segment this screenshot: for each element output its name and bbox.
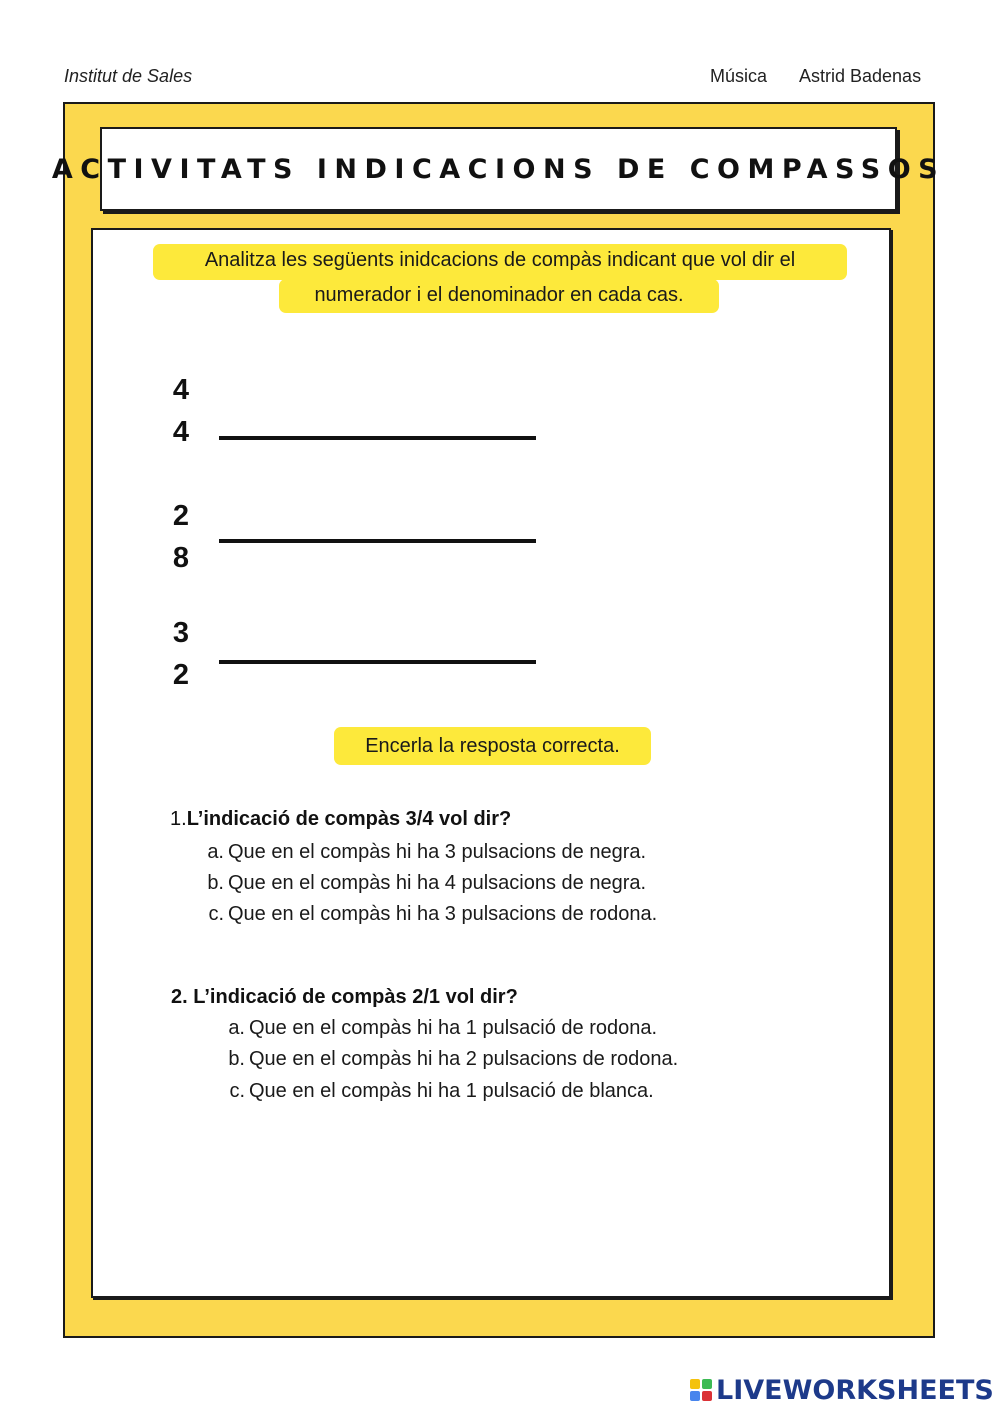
question-text: L’indicació de compàs 2/1 vol dir? — [193, 986, 518, 1008]
question-text: L’indicació de compàs 3/4 vol dir? — [186, 808, 512, 830]
time-signature-denominator: 2 — [172, 659, 190, 691]
question-number: 1. — [170, 808, 187, 830]
title-box — [51, 127, 946, 211]
option-letter: a. — [207, 841, 224, 863]
time-signature-numerator: 4 — [172, 374, 190, 406]
answer-line-1[interactable] — [219, 436, 536, 440]
time-signature-denominator: 8 — [172, 542, 190, 574]
instruction-highlight-line2: numerador i el denominador en cada cas. — [279, 279, 719, 313]
instruction-highlight-2: Encerla la resposta correcta. — [334, 727, 651, 765]
question-1-option-c[interactable] — [202, 903, 657, 926]
school-name: Institut de Sales — [64, 66, 193, 86]
question-2-title — [171, 986, 518, 1009]
author-name: Astrid Badenas — [799, 66, 922, 86]
question-2-option-a[interactable] — [223, 1017, 657, 1040]
question-1-option-b[interactable] — [202, 872, 646, 895]
answer-line-3[interactable] — [219, 660, 536, 664]
option-text: Que en el compàs hi ha 4 pulsacions de negra. — [228, 872, 647, 894]
instruction-highlight-line1: Analitza les següents inidcacions de compàs indicant que vol dir el — [153, 244, 847, 280]
question-1-option-a[interactable] — [202, 841, 646, 864]
option-letter: c. — [229, 1080, 245, 1102]
option-text: Que en el compàs hi ha 3 pulsacions de negra. — [228, 841, 647, 863]
time-signature-numerator: 2 — [172, 500, 190, 532]
question-2-option-c[interactable] — [223, 1080, 654, 1103]
time-signature-numerator: 3 — [172, 617, 190, 649]
time-signature-denominator: 4 — [172, 416, 190, 448]
liveworksheets-logo-icon — [690, 1379, 712, 1401]
option-text: Que en el compàs hi ha 1 pulsació de rodona. — [249, 1017, 658, 1039]
option-letter: b. — [207, 872, 224, 894]
option-text: Que en el compàs hi ha 2 pulsacions de rodona. — [249, 1048, 679, 1070]
option-letter: a. — [228, 1017, 245, 1039]
liveworksheets-brand: LIVEWORKSHEETS — [716, 1374, 994, 1406]
question-2-option-b[interactable] — [223, 1048, 678, 1071]
subject-label: Música — [710, 66, 768, 86]
question-1-title — [170, 808, 511, 831]
option-text: Que en el compàs hi ha 1 pulsació de blanca. — [249, 1080, 654, 1102]
option-letter: b. — [228, 1048, 245, 1070]
option-text: Que en el compàs hi ha 3 pulsacions de rodona. — [228, 903, 658, 925]
worksheet-title: ACTIVITATS INDICACIONS DE COMPASSOS — [51, 153, 946, 185]
question-number: 2. — [171, 986, 188, 1008]
answer-line-2[interactable] — [219, 539, 536, 543]
option-letter: c. — [208, 903, 224, 925]
liveworksheets-logo[interactable] — [690, 1374, 994, 1406]
